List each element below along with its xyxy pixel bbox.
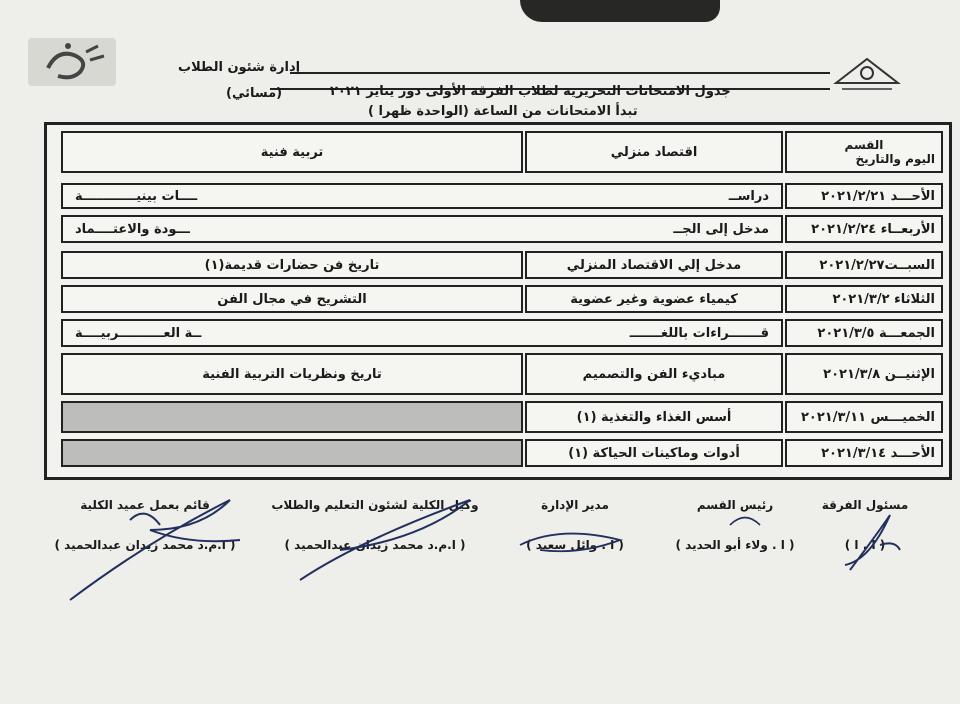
header-home-cell: [525, 131, 783, 173]
header-rule: [290, 72, 830, 74]
art-edu-cell: [61, 439, 523, 467]
page-subtitle: تبدأ الامتحانات من الساعة (الواحدة ظهرا ): [368, 104, 638, 119]
table-row: [47, 215, 949, 247]
art-edu-cell: [61, 353, 523, 395]
table-row: [47, 319, 949, 351]
table-row: [47, 401, 949, 437]
signatory-name: ( ا . وائل سعيد ): [526, 538, 624, 552]
header-art-cell: [61, 131, 523, 173]
corner-dept-label: القسم: [844, 138, 884, 152]
top-edge-mark: [520, 0, 720, 22]
signatory-name: ( ا . ا ): [844, 538, 886, 552]
art-edu-subject: تاريخ ونظريات التربية الفنية: [202, 366, 382, 382]
signature-block: [660, 498, 810, 552]
date-text: الأربعــاء ٢٠٢١/٢/٢٤: [811, 221, 935, 237]
art-edu-subject: التشريح في مجال الفن: [217, 291, 367, 307]
art-edu-subject: تاريخ فن حضارات قديمة(١): [204, 257, 380, 273]
date-cell: [785, 285, 943, 313]
home-econ-cell: [525, 439, 783, 467]
home-econ-cell: [525, 401, 783, 433]
student-affairs-label: إدارة شئون الطلاب: [178, 60, 301, 75]
signatory-title: رئيس القسم: [696, 498, 774, 512]
signature-block: [800, 498, 930, 552]
date-cell: [785, 401, 943, 433]
merged-subject-cell: [61, 183, 783, 209]
merged-subject-cell: [61, 319, 783, 347]
date-cell: [785, 353, 943, 395]
art-edu-cell: [61, 285, 523, 313]
signatory-title: مسئول الفرقة: [821, 498, 909, 512]
date-text: الأحـــد ٢٠٢١/٣/١٤: [821, 445, 935, 461]
date-cell: [785, 319, 943, 347]
home-econ-cell: [525, 353, 783, 395]
merged-subject-cell: [61, 215, 783, 243]
table-header-row: [47, 131, 949, 179]
subject-start: مدخل إلى الجــ: [673, 221, 769, 237]
date-text: الخميـــس ٢٠٢١/٣/١١: [800, 409, 935, 425]
signatory-name: ( ا . ولاء أبو الحديد ): [675, 538, 795, 552]
corner-date-label: اليوم والتاريخ: [855, 152, 935, 166]
signature-block: [50, 498, 240, 552]
subject-start: قـــــــراءات باللغـــــــ: [629, 325, 769, 341]
date-text: الجمعـــة ٢٠٢١/٣/٥: [817, 325, 935, 341]
table-row: [47, 251, 949, 283]
home-econ-subject: أسس الغذاء والتغذية (١): [576, 409, 732, 425]
signature-block: [260, 498, 490, 552]
date-text: الثلاثاء ٢٠٢١/٣/٢: [832, 291, 935, 307]
art-edu-cell: [61, 401, 523, 433]
subject-end: ــة العــــــــــربيــــة: [75, 325, 202, 341]
signatory-name: ( ا.م.د محمد زيدان عبدالحميد ): [284, 538, 466, 552]
home-econ-cell: [525, 285, 783, 313]
table-row: [47, 183, 949, 213]
page-title: جدول الامتحانات التحريرية لطلاب الفرقة الأولى دور يناير ٢٠٢١: [330, 84, 731, 99]
signatory-name: ( ا.م.د محمد زيدان عبدالحميد ): [54, 538, 236, 552]
art-edu-cell: [61, 251, 523, 279]
date-cell: [785, 215, 943, 243]
header-art-label: تربية فنية: [260, 144, 324, 160]
home-econ-subject: أدوات وماكينات الحياكة (١): [568, 445, 740, 461]
university-logo-left: [28, 38, 116, 86]
signatory-title: مدير الإدارة: [541, 498, 609, 512]
date-text: الإثنيــن ٢٠٢١/٣/٨: [823, 366, 935, 382]
date-cell: [785, 183, 943, 209]
table-row: [47, 285, 949, 317]
evening-label: (مسائي): [226, 86, 283, 101]
home-econ-subject: مدخل إلي الاقتصاد المنزلي: [566, 257, 742, 273]
header-corner-cell: [785, 131, 943, 173]
home-econ-subject: مباديء الفن والتصميم: [582, 366, 726, 382]
faculty-logo-right: [832, 55, 902, 93]
header-home-label: اقتصاد منزلي: [610, 144, 698, 160]
table-row: [47, 353, 949, 399]
signatory-title: قائم بعمل عميد الكلية: [80, 498, 210, 512]
table-row: [47, 439, 949, 471]
subject-end: ـــودة والاعتــــماد: [75, 221, 190, 237]
subject-start: دراســ: [728, 188, 769, 204]
signatory-title: وكيل الكلية لشئون التعليم والطلاب: [271, 498, 479, 512]
home-econ-subject: كيمياء عضوية وغير عضوية: [570, 291, 738, 307]
home-econ-cell: [525, 251, 783, 279]
date-text: الأحـــد ٢٠٢١/٢/٢١: [821, 188, 935, 204]
subject-end: ــــات بينيــــــــــــة: [75, 188, 198, 204]
date-cell: [785, 439, 943, 467]
date-cell: [785, 251, 943, 279]
date-text: السبــت٢٠٢١/٢/٢٧: [819, 257, 935, 273]
signature-block: [500, 498, 650, 552]
exam-schedule-table: [44, 122, 952, 480]
